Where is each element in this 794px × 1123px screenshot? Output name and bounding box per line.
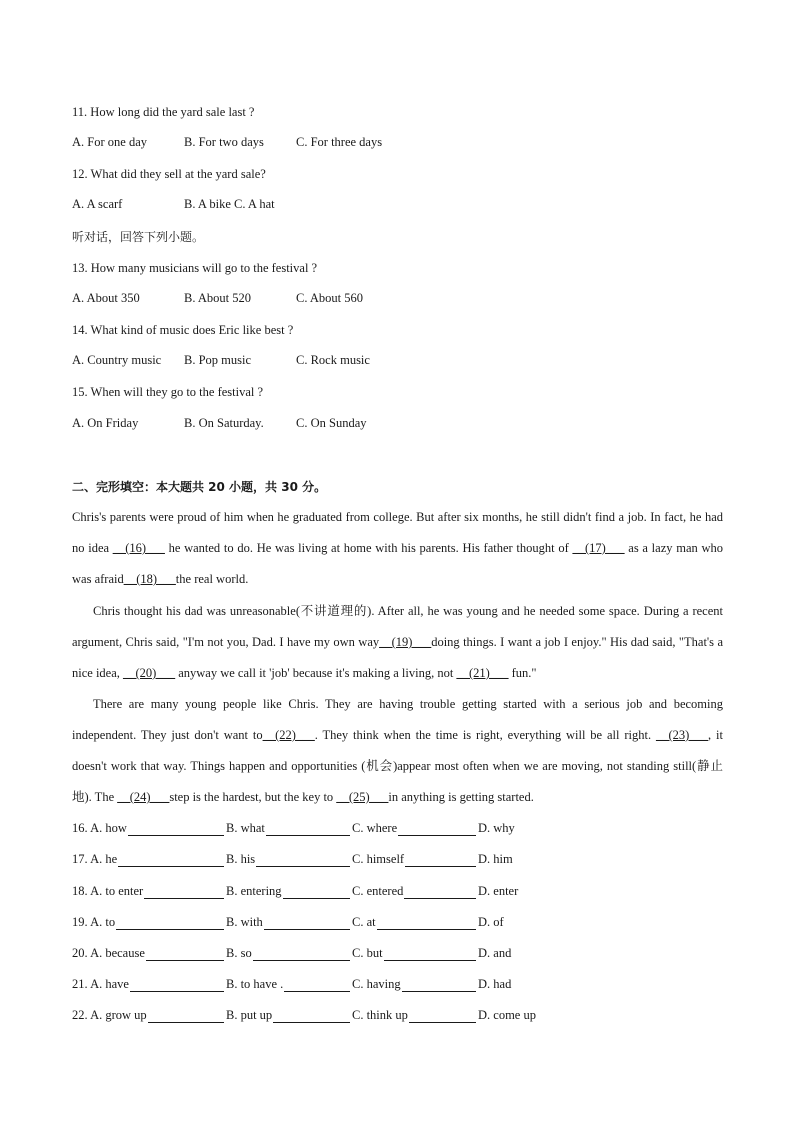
cloze-row-18: 18. A. to enter xyxy=(72,884,144,898)
q12-option-bc: B. A bike C. A hat xyxy=(184,197,275,211)
q14-option-c: C. Rock music xyxy=(296,353,370,367)
cloze-17-option-d: D. him xyxy=(478,852,513,866)
cloze-18-option-b: B. entering xyxy=(226,884,282,898)
cloze-18-option-c: C. entered xyxy=(352,884,404,898)
passage-paragraph-3: There are many young people like Chris. They are having trouble getting started with a serious job and becoming independent. They just don't want to__(22)___. They think when the time is right, everything will be all right. __(23)___, it doesn't work that way. Things happen and opportunities (机会)appear most often when we are moving, not standing still(静止地). The __(24)___step is the hardest, but the key to __(25)___in anything is getting started. xyxy=(72,697,723,804)
cloze-18-option-d: D. enter xyxy=(478,884,519,898)
cloze-20-option-c: C. but xyxy=(352,946,383,960)
cloze-row-17: 17. A. he xyxy=(72,852,118,866)
answer-underline xyxy=(148,1022,224,1023)
blank-22: __(22)___ xyxy=(262,728,315,742)
cloze-22-option-b: B. put up xyxy=(226,1008,273,1022)
question-11: 11. How long did the yard sale last ? xyxy=(72,105,255,119)
blank-23: __(23)___ xyxy=(655,728,709,742)
cloze-22-option-d: D. come up xyxy=(478,1008,536,1022)
answer-underline xyxy=(146,960,224,961)
blank-18: __(18)___ xyxy=(123,572,176,586)
passage-paragraph-2: Chris thought his dad was unreasonable(不讲道理的). After all, he was young and he needed some space. During a recent argument, Chris said, "I'm not you, Dad. I have my own way__(19)___doing things. I want a job I enjoy." His dad said, "That's a nice idea, __(20)___ anyway we call it 'job' because it's making a living, not __(21)___ fun." xyxy=(72,604,723,680)
answer-underline xyxy=(130,991,224,992)
answer-underline xyxy=(253,960,350,961)
cloze-17-option-c: C. himself xyxy=(352,852,405,866)
cloze-21-option-b: B. to have . xyxy=(226,977,284,991)
answer-underline xyxy=(264,929,350,930)
cloze-row-20: 20. A. because xyxy=(72,946,145,960)
q15-option-a: A. On Friday xyxy=(72,416,139,430)
cloze-20-option-b: B. so xyxy=(226,946,252,960)
blank-17: __(17)___ xyxy=(572,541,625,555)
answer-underline xyxy=(384,960,476,961)
q15-option-c: C. On Sunday xyxy=(296,416,367,430)
cloze-21-option-c: C. having xyxy=(352,977,401,991)
q11-option-b: B. For two days xyxy=(184,135,264,149)
answer-underline xyxy=(404,898,476,899)
q15-option-b: B. On Saturday. xyxy=(184,416,264,430)
answer-underline xyxy=(377,929,476,930)
answer-underline xyxy=(256,866,350,867)
listening-instruction: 听对话，回答下列小题。 xyxy=(72,230,205,244)
cloze-row-22: 22. A. grow up xyxy=(72,1008,147,1022)
answer-underline xyxy=(284,991,350,992)
answer-underline xyxy=(409,1022,476,1023)
answer-underline xyxy=(398,835,476,836)
cloze-21-option-d: D. had xyxy=(478,977,512,991)
question-15: 15. When will they go to the festival ? xyxy=(72,385,264,399)
blank-24: __(24)___ xyxy=(117,790,170,804)
blank-21: __(21)___ xyxy=(456,666,509,680)
blank-20: __(20)___ xyxy=(123,666,176,680)
answer-underline xyxy=(128,835,224,836)
answer-underline xyxy=(116,929,224,930)
cloze-20-option-d: D. and xyxy=(478,946,512,960)
q13-option-a: A. About 350 xyxy=(72,291,140,305)
cloze-19-option-c: C. at xyxy=(352,915,376,929)
answer-underline xyxy=(283,898,350,899)
cloze-17-option-b: B. his xyxy=(226,852,256,866)
cloze-row-16: 16. A. how xyxy=(72,821,127,835)
q13-option-c: C. About 560 xyxy=(296,291,364,305)
answer-underline xyxy=(118,866,224,867)
section-title: 二、完形填空：本大题共 20 小题，共 30 分。 xyxy=(72,480,327,494)
q14-option-b: B. Pop music xyxy=(184,353,252,367)
blank-25: __(25)___ xyxy=(336,790,389,804)
cloze-19-option-b: B. with xyxy=(226,915,263,929)
q11-option-c: C. For three days xyxy=(296,135,383,149)
blank-16: __(16)___ xyxy=(112,541,165,555)
cloze-16-option-d: D. why xyxy=(478,821,515,835)
cloze-16-option-c: C. where xyxy=(352,821,398,835)
question-12: 12. What did they sell at the yard sale? xyxy=(72,167,266,181)
answer-underline xyxy=(405,866,476,867)
cloze-19-option-d: D. of xyxy=(478,915,504,929)
q13-option-b: B. About 520 xyxy=(184,291,252,305)
question-14: 14. What kind of music does Eric like best ? xyxy=(72,323,294,337)
cloze-row-19: 19. A. to xyxy=(72,915,116,929)
cloze-16-option-b: B. what xyxy=(226,821,265,835)
q14-option-a: A. Country music xyxy=(72,353,162,367)
q11-option-a: A. For one day xyxy=(72,135,147,149)
blank-19: __(19)___ xyxy=(379,635,432,649)
question-13: 13. How many musicians will go to the festival ? xyxy=(72,261,318,275)
answer-underline xyxy=(144,898,224,899)
q12-option-a: A. A scarf xyxy=(72,197,123,211)
passage-paragraph-1: Chris's parents were proud of him when he graduated from college. But after six months, he still didn't find a job. In fact, he had no idea __(16)___ he wanted to do. He was living at home with his parents. His father thought of __(17)___ as a lazy man who was afraid__(18)___the real world. xyxy=(72,510,723,586)
answer-underline xyxy=(266,835,350,836)
cloze-22-option-c: C. think up xyxy=(352,1008,408,1022)
answer-underline xyxy=(273,1022,350,1023)
answer-underline xyxy=(402,991,476,992)
cloze-row-21: 21. A. have xyxy=(72,977,129,991)
